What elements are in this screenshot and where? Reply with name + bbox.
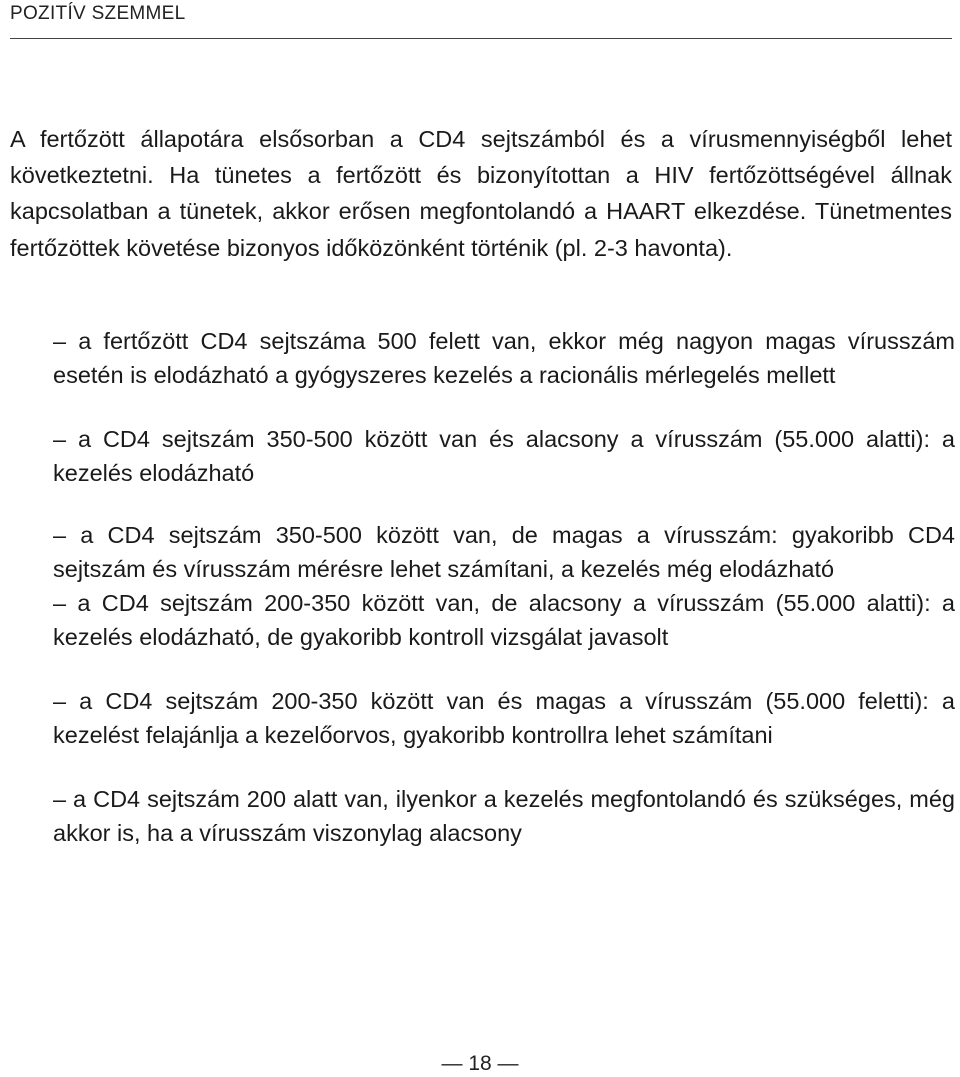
running-title: POZITÍV SZEMMEL <box>10 3 186 24</box>
page-header <box>10 0 952 39</box>
list-item: – a CD4 sejtszám 200-350 között van, de alacsony a vírusszám (55.000 alatti): a kezelés elodázható, de gyakoribb kontroll vizsgálat javasolt <box>53 590 955 650</box>
cd4-guidance-list <box>53 324 955 850</box>
intro-paragraph: A fertőzött állapotára elsősorban a CD4 sejtszámból és a vírusmennyiségből lehet következtetni. Ha tünetes a fertőzött és bizonyítottan a HIV fertőzöttségével állnak kapcsolatban a tünetek, akkor erősen megfontolandó a HAART elkezdése. Tünetmentes fertőzöttek követése bizonyos időközönként történik (pl. 2-3 havonta). <box>10 126 952 261</box>
page-number: — 18 — <box>441 1052 519 1075</box>
list-item: – a CD4 sejtszám 350-500 között van és alacsony a vírusszám (55.000 alatti): a kezelés elodázható <box>53 426 955 486</box>
list-item: – a CD4 sejtszám 200 alatt van, ilyenkor a kezelés megfontolandó és szükséges, még akkor is, ha a vírusszám viszonylag alacsony <box>53 786 955 846</box>
list-item: – a CD4 sejtszám 350-500 között van, de magas a vírusszám: gyakoribb CD4 sejtszám és vírusszám mérésre lehet számítani, a kezelés még elodázható <box>53 522 955 582</box>
list-item: – a fertőzött CD4 sejtszáma 500 felett van, ekkor még nagyon magas vírusszám esetén is elodázható a gyógyszeres kezelés a racionális mérlegelés mellett <box>53 328 955 388</box>
list-item: – a CD4 sejtszám 200-350 között van és magas a vírusszám (55.000 feletti): a kezelést felajánlja a kezelőorvos, gyakoribb kontrollra lehet számítani <box>53 688 955 748</box>
